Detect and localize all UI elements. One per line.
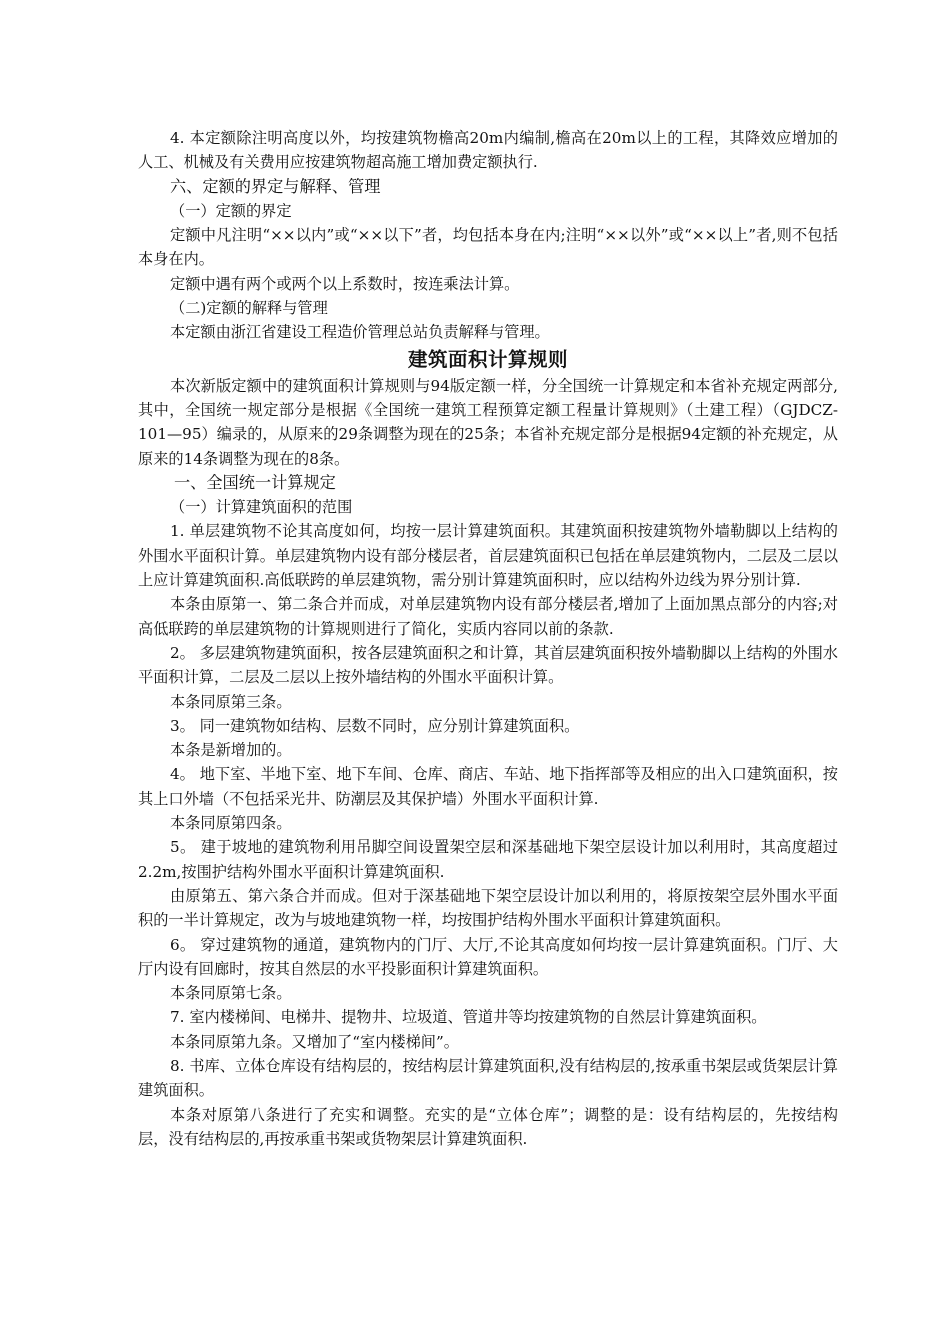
rule-7-note: 本条同原第九条。又增加了“室内楼梯间”。	[170, 1032, 459, 1051]
rule-4-note: 本条同原第四条。	[170, 814, 292, 833]
rule-5-note: 由原第五、第六条合并而成。但对于深基础地下架空层设计加以利用的，将原按架空层外围水平面积的一半计算规定，改为与坡地建筑物一样，均按围护结构外围水平面积计算建筑面积。	[138, 886, 838, 930]
paragraph-definition-range: 定额中凡注明“××以内”或“××以下”者，均包括本身在内;注明“××以外”或“××以上”者,则不包括本身在内。	[138, 226, 838, 269]
rule-2: 2。 多层建筑物建筑面积，按各层建筑面积之和计算，其首层建筑面积按外墙勒脚以上结构的外围水平面积计算，二层及二层以上按外墙结构的外围水平面积计算。	[138, 643, 838, 687]
rule-1-note: 本条由原第一、第二条合并而成，对单层建筑物内设有部分楼层者,增加了上面加黑点部分的内容;对高低联跨的单层建筑物的计算规则进行了简化，实质内容同以前的条款.	[138, 595, 838, 638]
rule-3: 3。 同一建筑物如结构、层数不同时，应分别计算建筑面积。	[170, 716, 580, 735]
section-heading-1: 一、全国统一计算规定	[174, 472, 336, 492]
rule-4: 4。 地下室、半地下室、地下车间、仓库、商店、车站、地下指挥部等及相应的出入口建筑面积，按其上口外墙（不包括采光井、防潮层及其保护墙）外围水平面积计算.	[138, 765, 838, 808]
paragraph-coefficients: 定额中遇有两个或两个以上系数时，按连乘法计算。	[170, 274, 520, 293]
subheading-definition: （一）定额的界定	[170, 201, 292, 220]
paragraph-interpretation: 本定额由浙江省建设工程造价管理总站负责解释与管理。	[170, 323, 550, 342]
rule-3-note: 本条是新增加的。	[170, 741, 292, 760]
rule-2-note: 本条同原第三条。	[170, 692, 292, 711]
rule-6-note: 本条同原第七条。	[170, 984, 292, 1003]
subheading-interpretation: （二)定额的解释与管理	[170, 299, 328, 318]
section-heading-6: 六、定额的界定与解释、管理	[170, 176, 381, 196]
document-body	[138, 126, 838, 1151]
rule-5: 5。 建于坡地的建筑物利用吊脚空间设置架空层和深基础地下架空层设计加以利用时，其高度超过2.2m,按围护结构外围水平面积计算建筑面积.	[138, 838, 838, 881]
subheading-scope: （一）计算建筑面积的范围	[170, 498, 353, 517]
rule-8: 8. 书库、立体仓库设有结构层的，按结构层计算建筑面积,没有结构层的,按承重书架层或货架层计算建筑面积。	[138, 1056, 838, 1100]
rule-1: 1. 单层建筑物不论其高度如何，均按一层计算建筑面积。其建筑面积按建筑物外墙勒脚以上结构的外围水平面积计算。单层建筑物内设有部分楼层者，首层建筑面积已包括在单层建筑物内，二层及二层以上应计算建筑面积.高低联跨的单层建筑物，需分别计算建筑面积时，应以结构外边线为界分别计算.	[138, 522, 838, 590]
paragraph-intro: 本次新版定额中的建筑面积计算规则与94版定额一样，分全国统一计算规定和本省补充规定两部分,其中，全国统一规定部分是根据《全国统一建筑工程预算定额工程量计算规则》（土建工程）（GJDCZ-101—95）编录的，从原来的29条调整为现在的25条；本省补充规定部分是根据94定额的补充规定，从原来的14条调整为现在的8条。	[138, 376, 838, 468]
rule-7: 7. 室内楼梯间、电梯井、提物井、垃圾道、管道井等均按建筑物的自然层计算建筑面积。	[170, 1008, 767, 1027]
document-title: 建筑面积计算规则	[407, 347, 568, 371]
rule-6: 6。 穿过建筑物的通道，建筑物内的门厅、大厅,不论其高度如何均按一层计算建筑面积。门厅、大厅内设有回廊时，按其自然层的水平投影面积计算建筑面积。	[138, 935, 838, 978]
paragraph-rule-4-height: 4. 本定额除注明高度以外，均按建筑物檐高20m内编制,檐高在20m以上的工程，其降效应增加的人工、机械及有关费用应按建筑物超高施工增加费定额执行.	[138, 129, 838, 172]
rule-8-note: 本条对原第八条进行了充实和调整。充实的是“立体仓库”；调整的是：设有结构层的，先按结构层，没有结构层的,再按承重书架或货物架层计算建筑面积.	[138, 1105, 838, 1148]
